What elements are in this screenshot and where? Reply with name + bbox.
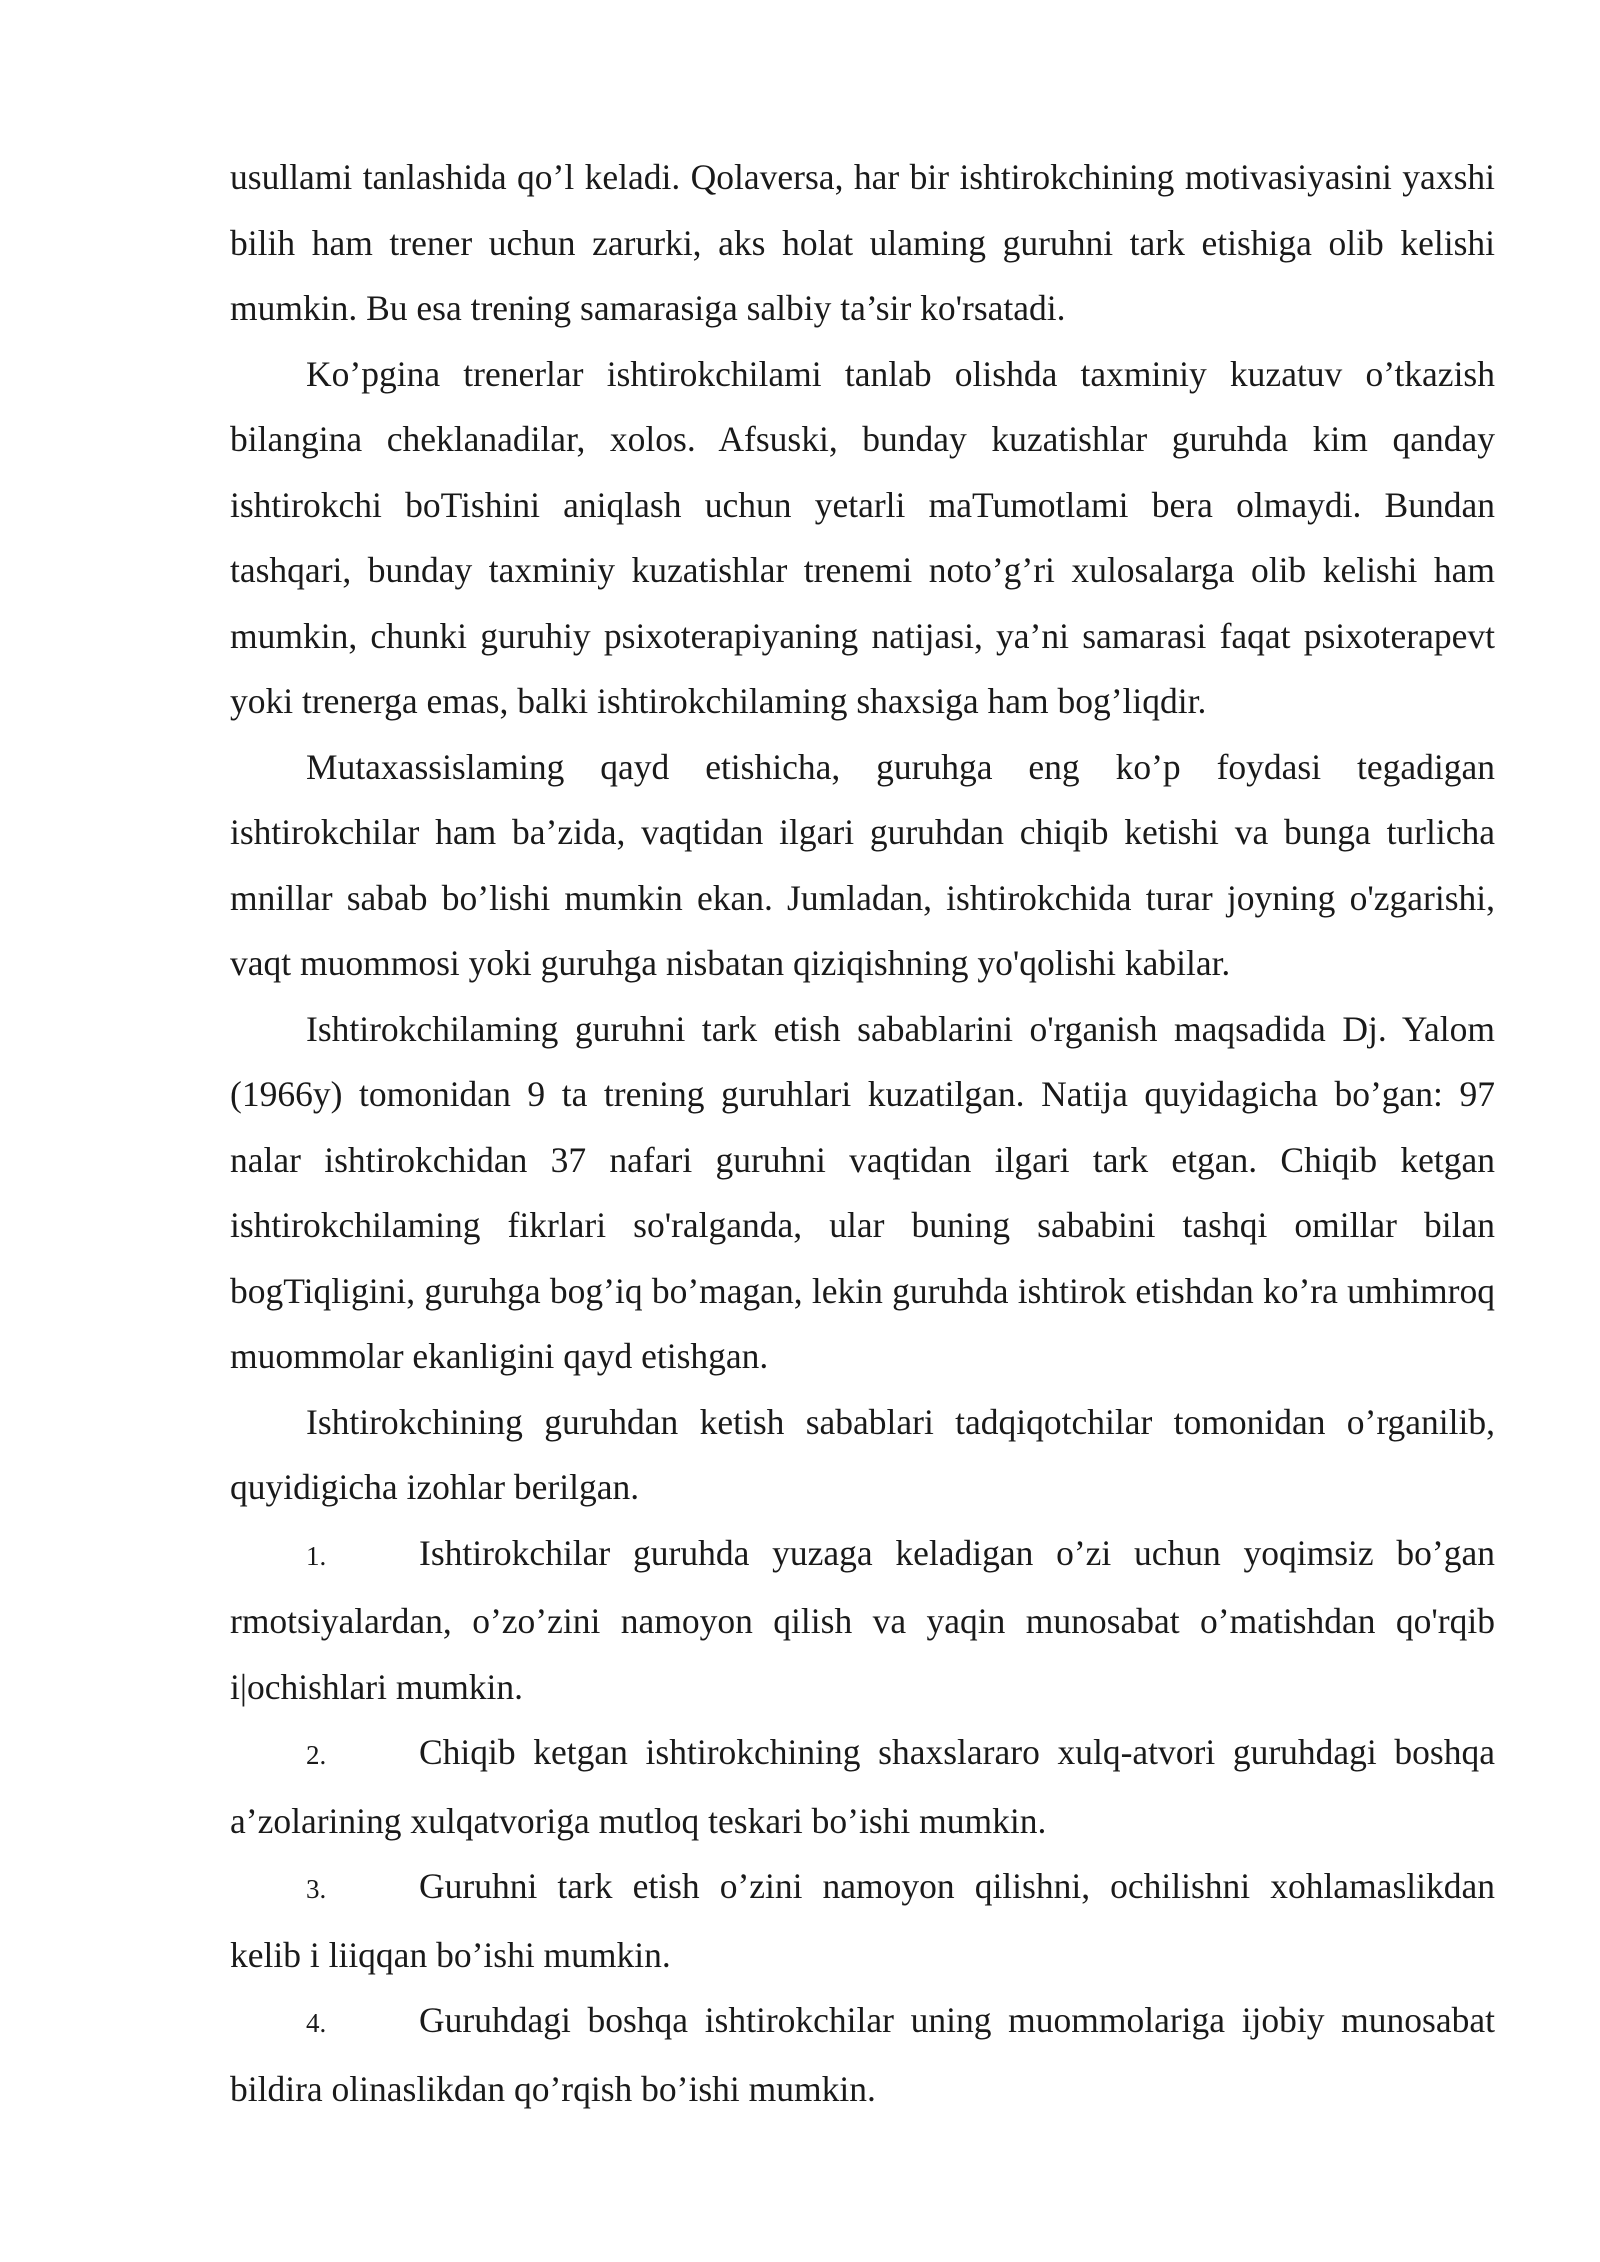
list-item-4 xyxy=(230,1988,1495,2122)
paragraph-1: usullami tanlashida qo’l keladi. Qolaversa, har bir ishtirokchining motivasiyasini yaxshi bilih ham trener uchun zarurki, aks holat ulaming guruhni tark etishiga olib kelishi mumkin. Bu esa trening samarasiga salbiy ta’sir ko'rsatadi. xyxy=(230,157,1495,328)
list-item-text: Chiqib ketgan ishtirokchining shaxslararo xulq-atvori guruhdagi boshqa a’zolarining xulqatvoriga mutloq teskari bo’ishi mumkin. xyxy=(230,1732,1495,1841)
list-number: 1. xyxy=(306,1540,327,1571)
paragraph-2: Ko’pgina trenerlar ishtirokchilami tanlab olishda taxminiy kuzatuv o’tkazish bilangina cheklanadilar, xolos. Afsuski, bunday kuzatishlar guruhda kim qanday ishtirokchi boTishini aniqlash uchun yetarli maTumotlami bera olmaydi. Bundan tashqari, bunday taxminiy kuzatishlar trenemi noto’g’ri xulosalarga olib kelishi ham mumkin, chunki guruhiy psixoterapiyaning natijasi, ya’ni samarasi faqat psixoterapevt yoki trenerga emas, balki ishtirokchilaming shaxsiga ham bog’liqdir. xyxy=(230,353,1495,721)
list-number: 4. xyxy=(306,2008,327,2038)
list-number: 3. xyxy=(306,1874,327,1904)
paragraph-4: Ishtirokchilaming guruhni tark etish sabablarini o'rganish maqsadida Dj. Yalom (1966y) tomonidan 9 ta trening guruhlari kuzatilgan. Natija quyidagicha bo’gan: 97 nalar ishtirokchidan 37 nafari guruhni vaqtidan ilgari tark etgan. Chiqib ketgan ishtirokchilaming fikrlari so'ralganda, ular buning sababini tashqi omillar bilan bogTiqligini, guruhga bog’iq bo’magan, lekin guruhda ishtirok etishdan ko’ra umhimroq muommolar ekanligini qayd etishgan. xyxy=(230,1008,1495,1376)
list-item-1 xyxy=(230,1521,1495,1721)
list-item-text: Guruhdagi boshqa ishtirokchilar uning muommolariga ijobiy munosabat bildira olinaslikdan qo’rqish bo’ishi mumkin. xyxy=(230,2000,1495,2109)
list-item-text: Guruhni tark etish o’zini namoyon qilishni, ochilishni xohlamaslikdan kelib i liiqqan bo’ishi mumkin. xyxy=(230,1866,1495,1975)
list-item-text: Ishtirokchilar guruhda yuzaga keladigan o’zi uchun yoqimsiz bo’gan rmotsiyalardan, o’zo’zini namoyon qilish va yaqin munosabat o’matishdan qo'rqib i|ochishlari mumkin. xyxy=(230,1532,1495,1707)
document-page xyxy=(230,145,1495,2122)
list-item-3 xyxy=(230,1854,1495,1988)
list-number: 2. xyxy=(306,1740,327,1770)
paragraph-5: Ishtirokchining guruhdan ketish sabablari tadqiqotchilar tomonidan o’rganilib, quyidigicha izohlar berilgan. xyxy=(230,1401,1495,1507)
paragraph-3: Mutaxassislaming qayd etishicha, guruhga eng ko’p foydasi tegadigan ishtirokchilar ham ba’zida, vaqtidan ilgari guruhdan chiqib ketishi va bunga turlicha mnillar sabab bo’lishi mumkin ekan. Jumladan, ishtirokchida turar joyning o'zgarishi, vaqt muommosi yoki guruhga nisbatan qiziqishning yo'qolishi kabilar. xyxy=(230,746,1495,983)
list-item-2 xyxy=(230,1720,1495,1854)
numbered-list xyxy=(230,1521,1495,2123)
